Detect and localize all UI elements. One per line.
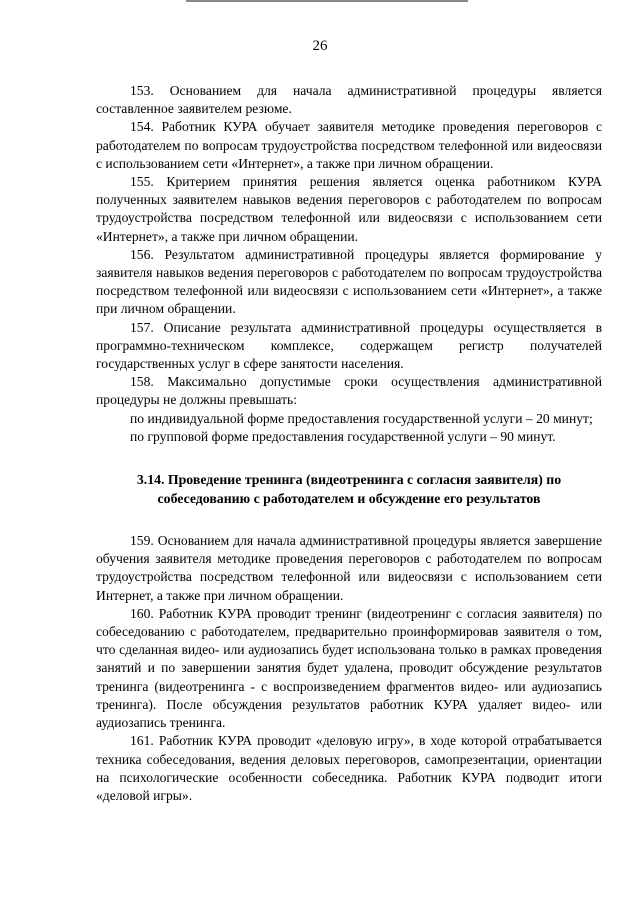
paragraph-158: 158. Максимально допустимые сроки осуществления административной процедуры не должны превышать:	[96, 374, 602, 408]
paragraph-160: 160. Работник КУРА проводит тренинг (видеотренинг с согласия заявителя) по собеседованию с работодателем, предварительно проинформировав заявителя о том, что сделанная видео- или аудиозапись будет использована только в рамках проведения занятий и по завершении занятия будет удалена, проводит обсуждение результатов тренинга (видеотренинга - с воспроизведением фрагментов видео- или аудиозапись тренинга). После обсуждения результатов работник КУРА удаляет видео- или аудиозапись тренинга.	[96, 605, 602, 731]
paragraph-154: 154. Работник КУРА обучает заявителя методике проведения переговоров с работодателем по вопросам трудоустройства посредством телефонной или видеосвязи с использованием сети «Интернет», а также при личном обращении.	[96, 119, 602, 171]
paragraph-159: 159. Основанием для начала административной процедуры является завершение обучения заявителя методике проведения переговоров с работодателем по вопросам трудоустройства посредством телефонной или видеосвязи с использованием сети Интернет, а также при личном обращении.	[96, 533, 602, 603]
scan-edge-line	[186, 0, 468, 2]
paragraph-157: 157. Описание результата административной процедуры осуществляется в программно-техническом комплексе, содержащем регистр получателей государственных услуг в сфере занятости населения.	[96, 319, 602, 372]
page-content	[96, 82, 602, 805]
page-number: 26	[312, 38, 328, 54]
paragraph-158-item-group: по групповой форме предоставления государственной услуги – 90 минут.	[130, 428, 556, 444]
paragraph-158-item-individual: по индивидуальной форме предоставления государственной услуги – 20 минут;	[130, 410, 593, 426]
paragraph-155: 155. Критерием принятия решения является оценка работником КУРА полученных заявителем навыков ведения переговоров с работодателем по вопросам трудоустройства посредством телефонной или видеосвязи с использованием сети «Интернет», а также при личном обращении.	[96, 174, 602, 244]
paragraph-156: 156. Результатом административной процедуры является формирование у заявителя навыков ведения переговоров с работодателем по вопросам трудоустройства посредством телефонной или видеосвязи с использованием сети «Интернет», а также при личном обращении.	[96, 246, 602, 317]
section-heading: 3.14. Проведение тренинга (видеотренинга с согласия заявителя) по собеседованию с работодателем и обсуждение его результатов	[136, 472, 562, 507]
paragraph-153: 153. Основанием для начала административной процедуры является составленное заявителем резюме.	[96, 83, 602, 117]
paragraph-161: 161. Работник КУРА проводит «деловую игру», в ходе которой отрабатывается техника собеседования, ведения деловых переговоров, самопрезентации, ориентации на психологические особенности собеседника. Работник КУРА подводит итоги «деловой игры».	[96, 733, 602, 803]
